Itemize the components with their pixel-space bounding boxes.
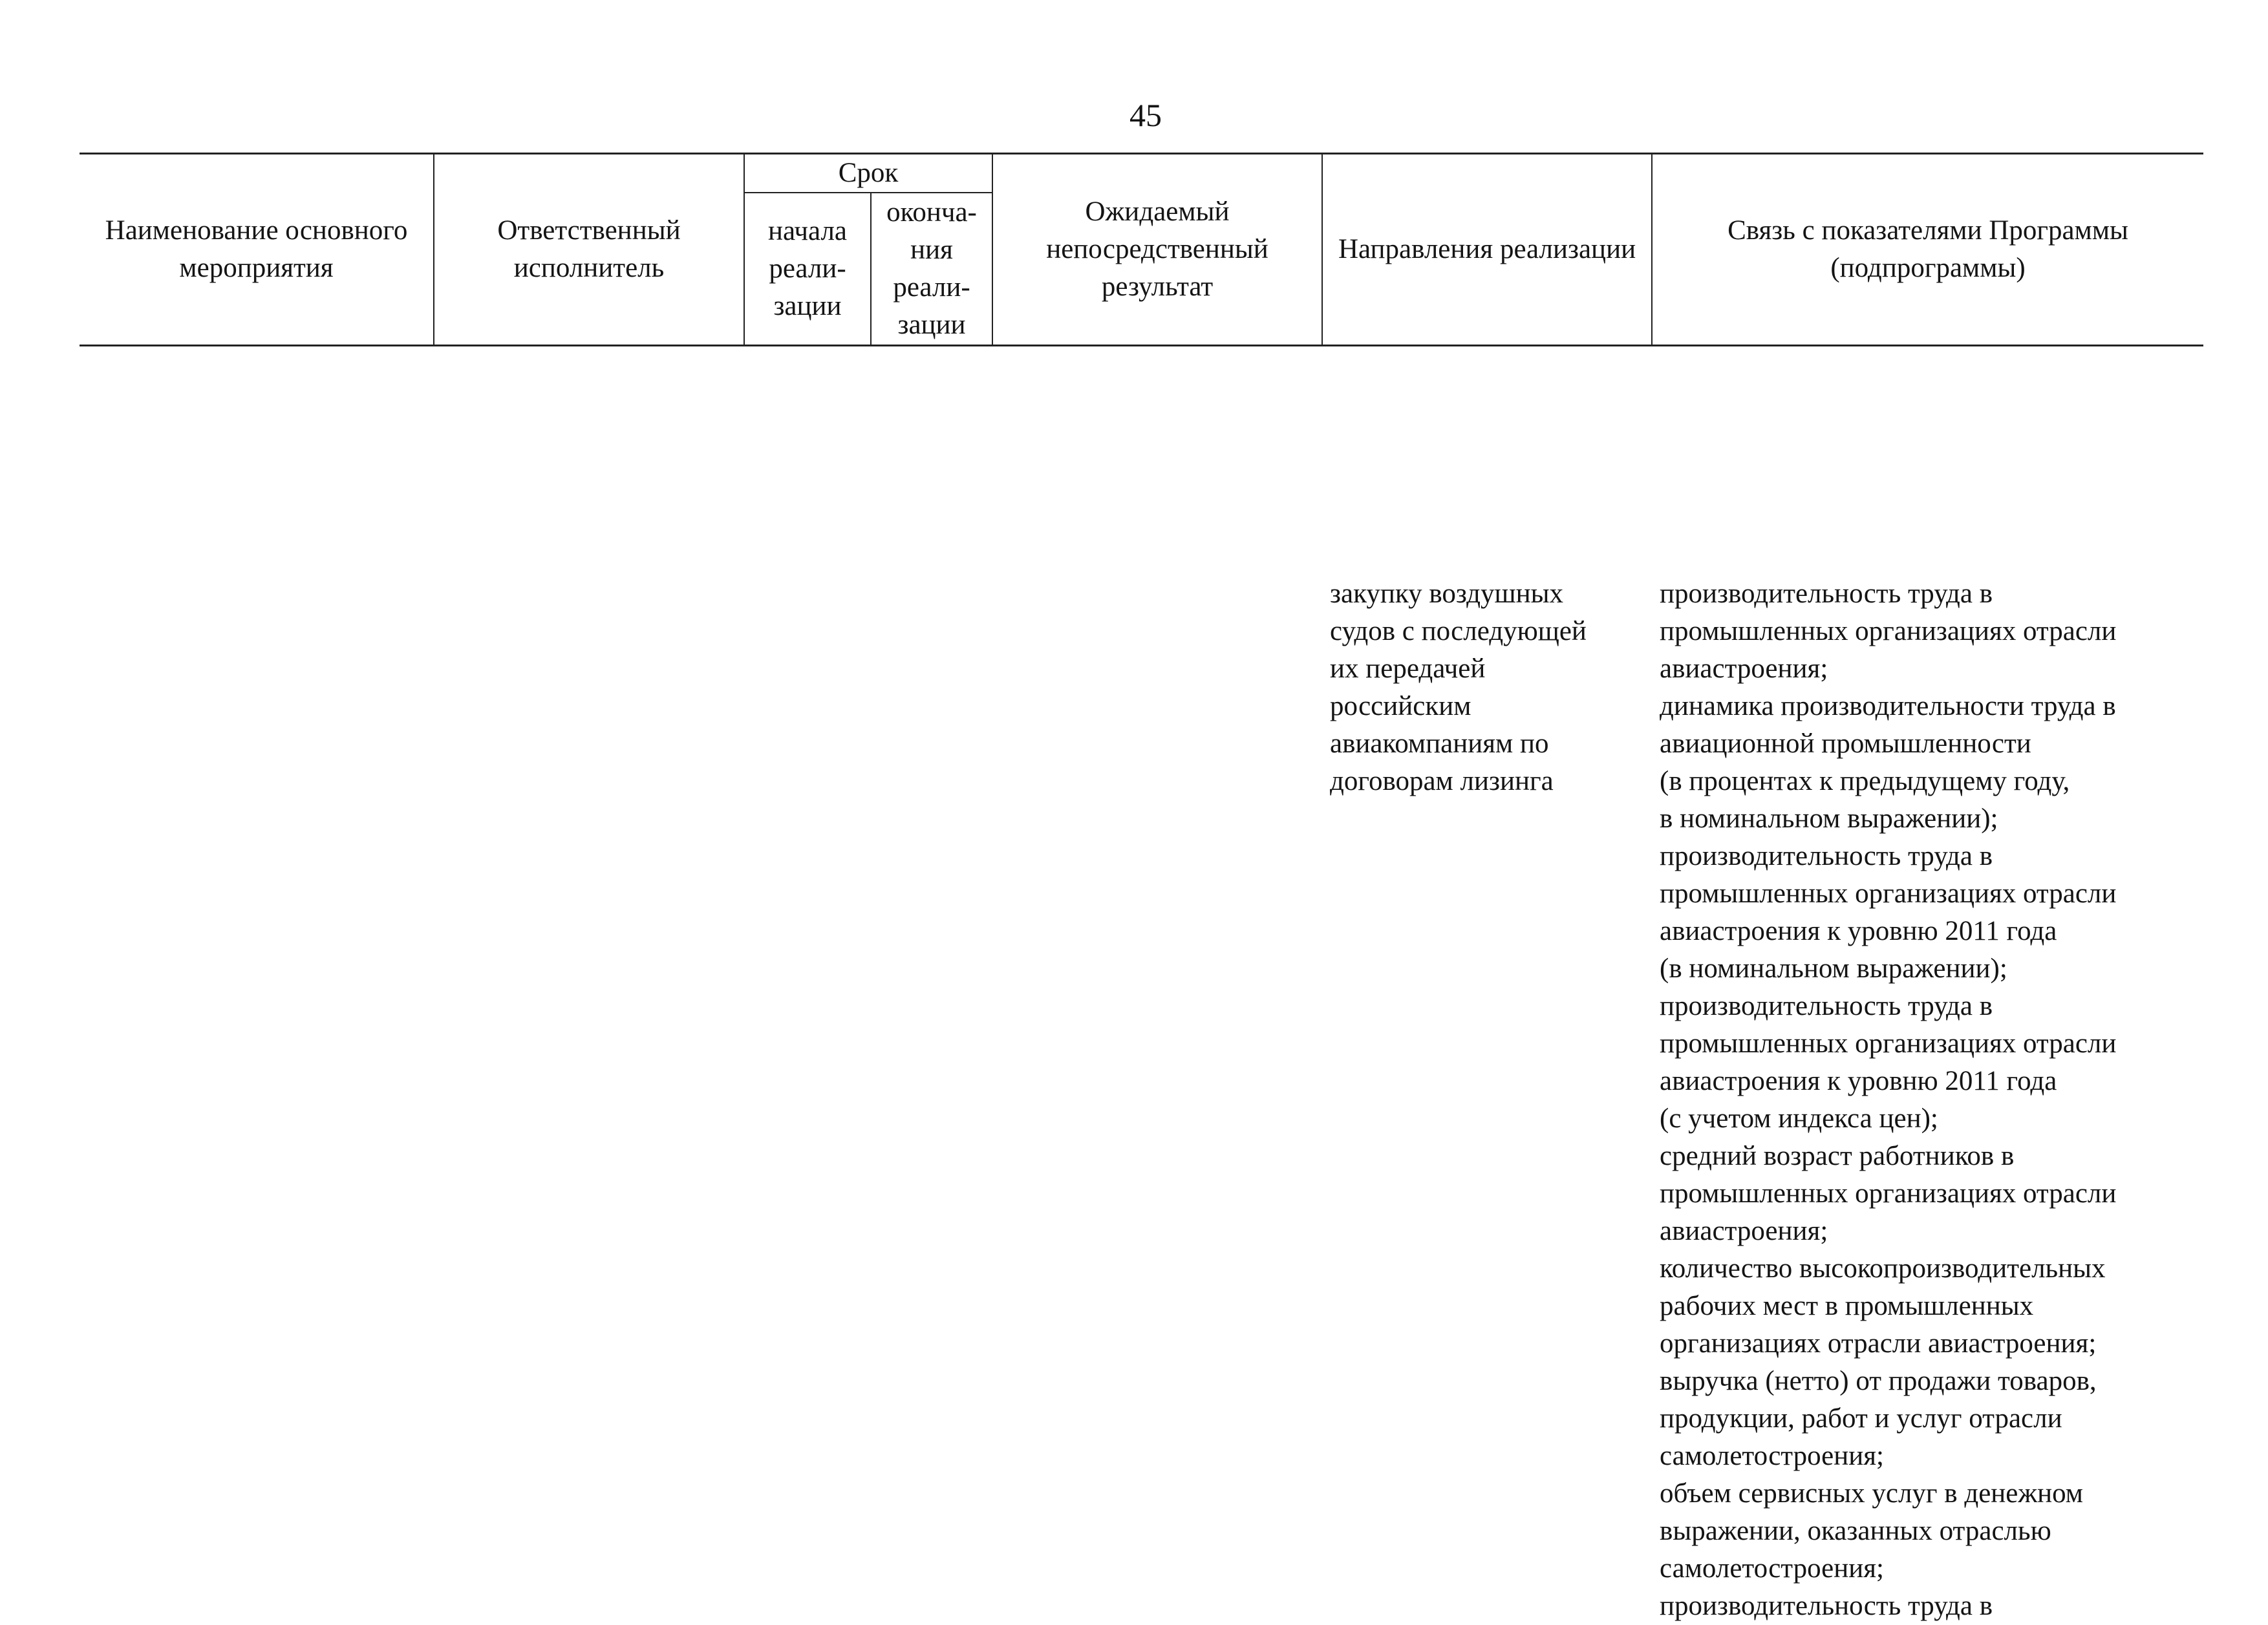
cell-term-start [744, 345, 871, 1625]
text-line: самолетостроения; [1660, 1553, 1884, 1584]
header-result: Ожидаемый непосредственный результат [992, 154, 1322, 346]
text-line: (в номинальном выражении); [1660, 953, 2007, 984]
cell-result [992, 345, 1322, 1625]
text-line: производительность труда в [1660, 990, 1993, 1021]
header-term: Срок [744, 154, 992, 193]
text-line: договорам лизинга [1330, 765, 1554, 796]
text-line: рабочих мест в промышленных [1660, 1290, 2034, 1321]
text-line: авиастроения к уровню 2011 года [1660, 915, 2057, 946]
text-line: продукции, работ и услуг отрасли [1660, 1403, 2062, 1434]
text-line: их передачей [1330, 653, 1486, 684]
text-line: промышленных организациях отрасли [1660, 1178, 2117, 1209]
text-line: российским [1330, 690, 1471, 721]
cell-responsible [434, 345, 744, 1625]
text-line: промышленных организациях отрасли [1660, 615, 2117, 646]
text-line: выручка (нетто) от продажи товаров, [1660, 1365, 2097, 1396]
text-line: самолетостроения; [1660, 1440, 1884, 1471]
cell-name [80, 345, 434, 1625]
text-line: закупку воздушных [1330, 578, 1564, 609]
text-line: авиакомпаниям по [1330, 728, 1549, 759]
header-term-end: оконча-ния реали-зации [871, 193, 992, 345]
header-responsible: Ответственный исполнитель [434, 154, 744, 346]
header-directions: Направления реализации [1322, 154, 1652, 346]
text-line: промышленных организациях отрасли [1660, 1028, 2117, 1059]
header-name: Наименование основного мероприятия [80, 154, 434, 346]
cell-indicators [1652, 345, 2203, 1625]
text-line: средний возраст работников в [1660, 1140, 2015, 1171]
header-indicators: Связь с показателями Программы (подпрограммы) [1652, 154, 2203, 346]
page-number: 45 [1129, 97, 1162, 133]
table-row [80, 345, 2203, 1625]
text-line: производительность труда в [1660, 1590, 1993, 1621]
text-line: судов с последующей [1330, 615, 1587, 646]
text-line: динамика производительности труда в [1660, 690, 2116, 721]
text-line: в номинальном выражении); [1660, 803, 1998, 834]
measures-table [80, 153, 2203, 1625]
text-line: количество высокопроизводительных [1660, 1253, 2106, 1284]
text-line: авиастроения; [1660, 653, 1828, 684]
text-line: (в процентах к предыдущему году, [1660, 765, 2070, 796]
text-line: авиастроения; [1660, 1215, 1828, 1246]
text-line: авиастроения к уровню 2011 года [1660, 1065, 2057, 1096]
text-line: производительность труда в [1660, 840, 1993, 871]
cell-term-end [871, 345, 992, 1625]
text-line: объем сервисных услуг в денежном [1660, 1478, 2084, 1509]
table-header [80, 154, 2203, 346]
text-line: авиационной промышленности [1660, 728, 2031, 759]
text-line: производительность труда в [1660, 578, 1993, 609]
text-line: (с учетом индекса цен); [1660, 1103, 1938, 1134]
text-line: организациях отрасли авиастроения; [1660, 1328, 2097, 1359]
text-line: промышленных организациях отрасли [1660, 878, 2117, 909]
text-line: выражении, оказанных отраслью [1660, 1515, 2051, 1546]
cell-directions [1322, 345, 1652, 1625]
header-term-start: начала реали-зации [744, 193, 871, 345]
